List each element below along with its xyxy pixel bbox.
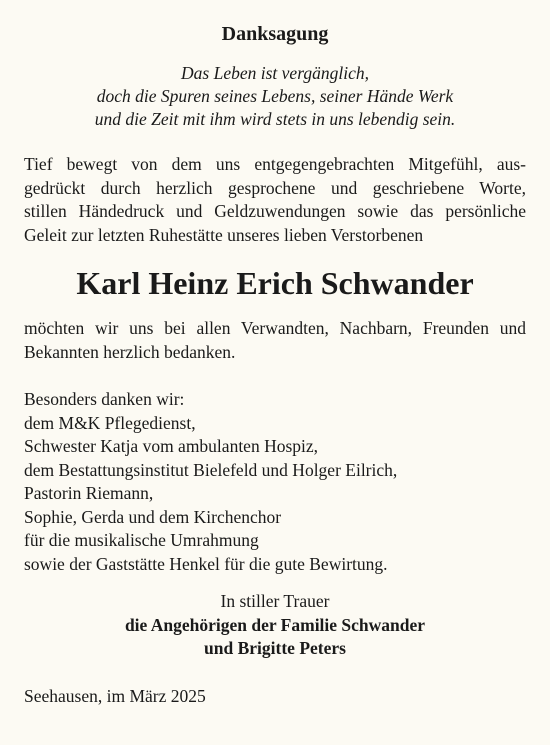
special-thanks-line: sowie der Gaststätte Henkel für die gute Bewirtung. [24, 553, 388, 574]
special-thanks-line: Pastorin Riemann, [24, 483, 154, 503]
intro-paragraph [24, 153, 526, 247]
closing-signature [24, 590, 526, 661]
special-thanks-line: für die musikalische Umrahmung [24, 530, 259, 550]
thanks-line: möchten wir uns bei allen Verwandten, Nachbarn, Freunden und [24, 318, 526, 338]
motto-line: und die Zeit mit ihm wird stets in uns lebendig sein. [94, 109, 456, 129]
motto-verse [24, 62, 526, 131]
special-thanks-line: dem Bestattungsinstitut Bielefeld und Holger Eilrich, [24, 459, 398, 480]
thanks-paragraph [24, 317, 526, 364]
special-thanks-line: Sophie, Gerda und dem Kirchenchor [24, 506, 282, 527]
special-thanks-line: Besonders danken wir: [24, 389, 185, 409]
place-date: Seehausen, im März 2025 [24, 685, 206, 706]
deceased-name: Karl Heinz Erich Schwander [76, 265, 474, 301]
motto-line: doch die Spuren seines Lebens, seiner Hände Werk [96, 86, 454, 106]
special-thanks-list [24, 388, 526, 576]
intro-line: Tief bewegt von dem uns entgegengebrachten Mitgefühl, aus- [24, 154, 526, 174]
intro-line: gedrückt durch herzlich gesprochene und geschriebene Worte, [24, 177, 526, 198]
special-thanks-line: Schwester Katja vom ambulanten Hospiz, [24, 436, 319, 456]
mourners-line: und Brigitte Peters [204, 638, 346, 658]
thanks-line: Bekannten herzlich bedanken. [24, 341, 236, 362]
special-thanks-line: dem M&K Pflegedienst, [24, 412, 196, 433]
intro-line: Geleit zur letzten Ruhestätte unseres lieben Verstorbenen [24, 224, 424, 245]
motto-line: Das Leben ist vergänglich, [181, 63, 369, 83]
closing-line: In stiller Trauer [220, 591, 330, 611]
intro-line: stillen Händedruck und Geldzuwendungen sowie das persönliche [24, 201, 526, 221]
mourners-line: die Angehörigen der Familie Schwander [124, 614, 426, 635]
notice-heading: Danksagung [221, 23, 329, 45]
